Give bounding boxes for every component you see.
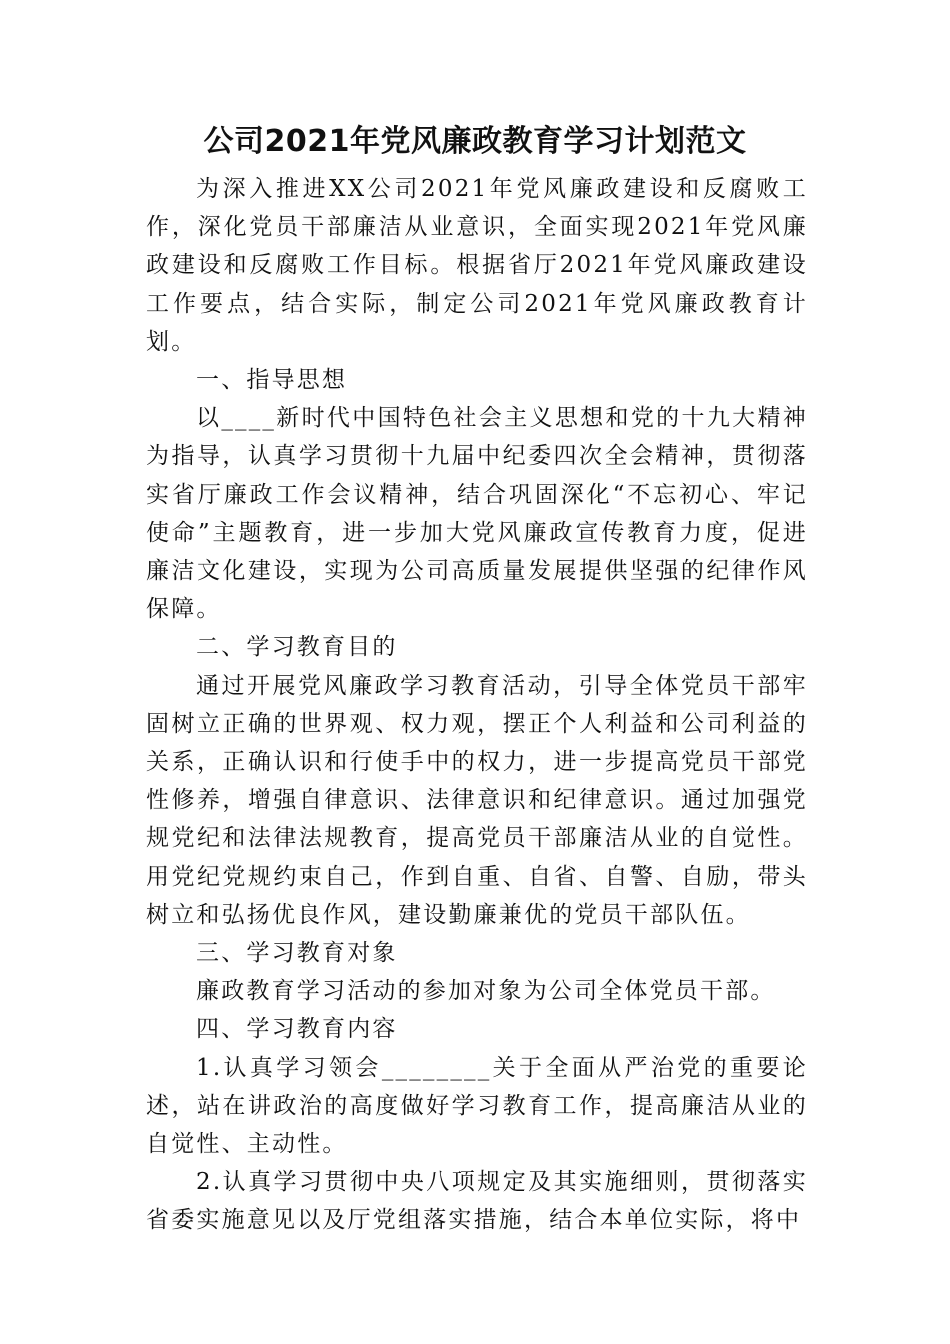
paragraph-guiding-ideology: 以____新时代中国特色社会主义思想和党的十九大精神为指导，认真学习贯彻十九届中纪委四次全会精神，贯彻落实省厅廉政工作会议精神，结合巩固深化“不忘初心、牢记使命”主题教育，进一步加大党风廉政宣传教育力度，促进廉洁文化建设，实现为公司高质量发展提供坚强的纪律作风保障。 — [146, 405, 808, 623]
section-heading-purpose: 二、学习教育目的 — [196, 634, 398, 661]
paragraph-audience: 廉政教育学习活动的参加对象为公司全体党员干部。 — [196, 978, 776, 1005]
section-heading-content: 四、学习教育内容 — [196, 1016, 398, 1043]
section-heading-guiding-ideology: 一、指导思想 — [196, 367, 348, 394]
paragraph-content-item-2: 2.认真学习贯彻中央八项规定及其实施细则，贯彻落实省委实施意见以及厅党组落实措施，结合本单位实际，将中 — [146, 1169, 808, 1234]
document-body — [146, 170, 808, 1240]
paragraph-purpose: 通过开展党风廉政学习教育活动，引导全体党员干部牢固树立正确的世界观、权力观，摆正个人利益和公司利益的关系，正确认识和行使手中的权力，进一步提高党员干部党性修养，增强自律意识、法律意识和纪律意识。通过加强党规党纪和法律法规教育，提高党员干部廉洁从业的自觉性。用党纪党规约束自己，作到自重、自省、自警、自励，带头树立和弘扬优良作风，建设勤廉兼优的党员干部队伍。 — [146, 672, 808, 928]
document-title: 公司2021年党风廉政教育学习计划范文 — [203, 124, 747, 159]
paragraph-content-item-1: 1.认真学习领会________关于全面从严治党的重要论述，站在讲政治的高度做好学习教育工作，提高廉洁从业的自觉性、主动性。 — [146, 1054, 808, 1158]
paragraph-intro: 为深入推进XX公司2021年党风廉政建设和反腐败工作，深化党员干部廉洁从业意识，全面实现2021年党风廉政建设和反腐败工作目标。根据省厅2021年党风廉政建设工作要点，结合实际，制定公司2021年党风廉政教育计划。 — [146, 176, 808, 355]
section-heading-audience: 三、学习教育对象 — [196, 940, 398, 967]
